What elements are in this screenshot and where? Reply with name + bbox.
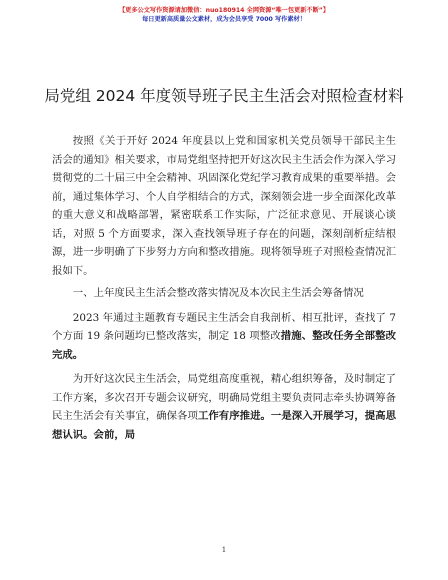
paragraph-2-bold: 措施、整改任务全部整改完成。: [52, 330, 397, 361]
promo-line-red: 【更多公文写作资源请加微信：nuo180914 全网资源“唯一包更新不断”】: [118, 7, 330, 14]
paragraph-2-text: 2023 年通过主题教育专题民主生活会自我剖析、相互批评，查找了 7 个方面 19 条问题均已整改落实，制定 18 项整改: [52, 311, 396, 342]
page-number: 1: [221, 546, 227, 554]
document-body: [52, 132, 396, 444]
section-heading-1: 一、上年度民主生活会整改落实情况及本次民主生活会筹备情况: [72, 287, 364, 299]
intro-paragraph: 按照《关于开好 2024 年度县以上党和国家机关党员领导干部民主生活会的通知》相关要求，市局党组坚持把开好这次民主生活会作为深入学习贯彻党的二十届三中全会精神、巩固深化党纪学习教育成果的重要举措。会前，通过集体学习、个人自学相结合的方式，深刻领会进一步全面深化改革的重大意义和战略部署，紧密联系工作实际，广泛征求意见、开展谈心谈话，对照 5 个方面要求，深入查找领导班子存在的问题，深刻剖析症结根源，进一步明确了下步努力方向和整改措施。现将领导班子对照检查情况汇报如下。: [52, 135, 396, 277]
promo-line-blue: 每日更新高质量公文素材，成为会员享受 7000 写作素材！: [142, 16, 306, 23]
paragraph-3: [52, 370, 396, 444]
promo-banner: [0, 6, 448, 24]
paragraph-3-text: 为开好这次民主生活会，局党组高度重视，精心组织筹备，及时制定了工作方案，多次召开专题会议研究，明确局党组主要负责同志牵头协调筹备民主生活会有关事宜，确保各项: [52, 373, 396, 422]
paragraph-2: [52, 309, 396, 365]
document-title: 局党组 2024 年度领导班子民主生活会对照检查材料: [44, 87, 404, 105]
paragraph-3-bold: 工作有序推进。一是深入开展学习，提高思想认识。会前，局: [52, 410, 396, 441]
